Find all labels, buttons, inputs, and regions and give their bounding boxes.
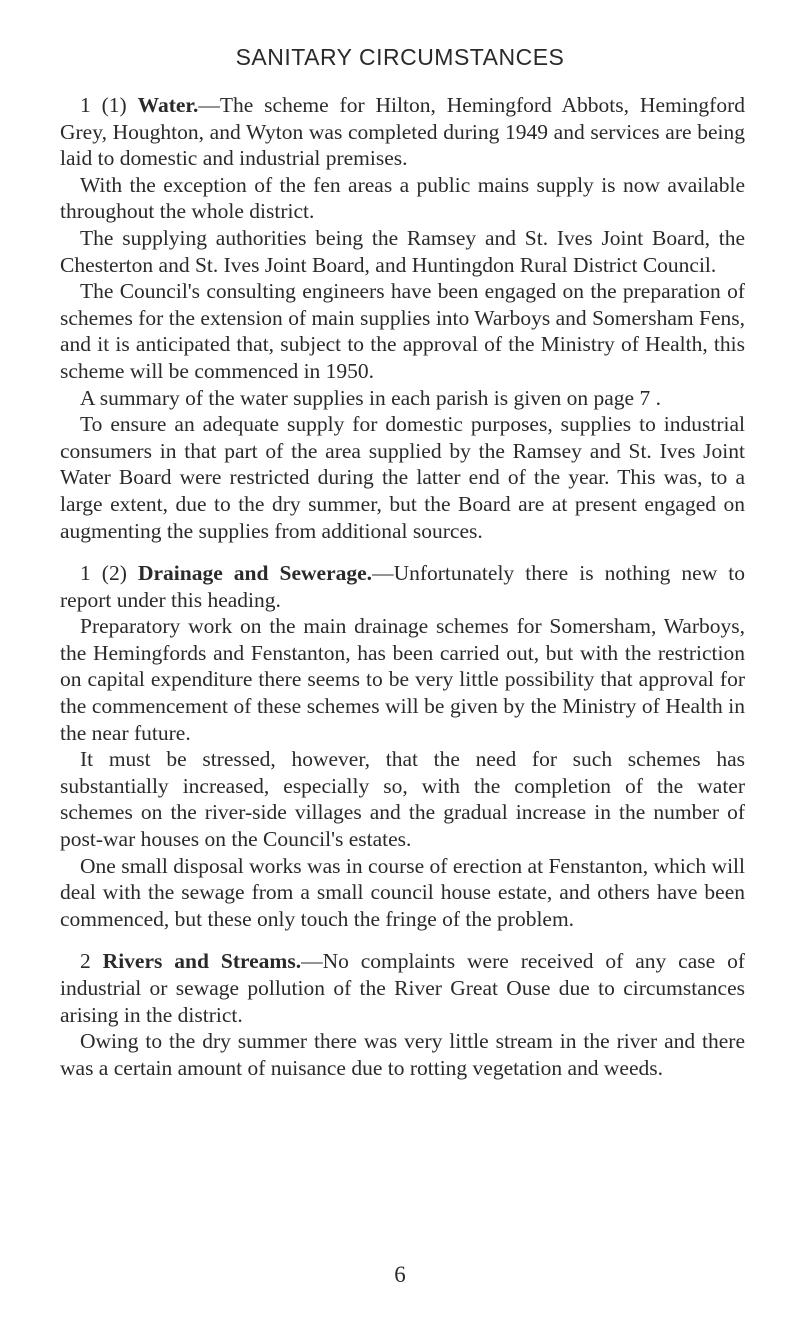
water-section-number: 1 (1) — [80, 93, 127, 117]
water-heading: Water. — [137, 93, 199, 117]
water-paragraph-5: A summary of the water supplies in each parish is given on page 7 . — [80, 385, 661, 410]
drainage-paragraph-4: One small disposal works was in course of erection at Fenstanton, which will deal with the sewage from a small council house estate, and others have been commenced, but these only touch the fringe of the problem. — [60, 853, 745, 931]
water-paragraph-4: The Council's consulting engineers have been engaged on the preparation of schemes for the extension of main supplies into Warboys and Somersham Fens, and it is anticipated that, subject to the approval of the Ministry of Health, this scheme will be commenced in 1950. — [60, 279, 745, 383]
drainage-paragraph-1 — [60, 560, 745, 613]
drainage-paragraph-2: Preparatory work on the main drainage schemes for Somersham, Warboys, the Hemingfords and Fenstanton, has been carried out, but with the restriction on capital expenditure there seems to be very little possibility that approval for the commencement of these schemes will be given by the Ministry of Health in the near future. — [60, 614, 745, 745]
rivers-paragraph-1 — [60, 948, 745, 1028]
drainage-text-1: —Unfortunately there is nothing new to report under this heading. — [60, 561, 745, 612]
rivers-paragraph-2: Owing to the dry summer there was very little stream in the river and there was a certain amount of nuisance due to rotting vegetation and weeds. — [60, 1029, 745, 1080]
water-text-1: —The scheme for Hilton, Hemingford Abbots, Hemingford Grey, Houghton, and Wyton was completed during 1949 and services are being laid to domestic and industrial premises. — [60, 93, 745, 171]
page-number: 6 — [394, 1262, 406, 1287]
rivers-heading: Rivers and Streams. — [102, 949, 302, 974]
drainage-section-number: 1 (2) — [80, 561, 127, 586]
water-paragraph-6: To ensure an adequate supply for domestic purposes, supplies to industrial consumers in that part of the area supplied by the Ramsey and St. Ives Joint Water Board were restricted during the latter end of the year. This was, to a large extent, due to the dry summer, but the Board are at present engaged on augmenting the supplies from additional sources. — [60, 412, 745, 543]
document-body — [60, 92, 745, 1081]
rivers-section-number: 2 — [80, 949, 91, 974]
water-paragraph-3: The supplying authorities being the Ramsey and St. Ives Joint Board, the Chesterton and St. Ives Joint Board, and Huntingdon Rural District Council. — [60, 225, 745, 277]
water-paragraph-2: With the exception of the fen areas a public mains supply is now available throughout the whole district. — [60, 172, 745, 224]
page-title: SANITARY CIRCUMSTANCES — [235, 44, 565, 70]
drainage-paragraph-3: It must be stressed, however, that the need for such schemes has substantially increased, especially so, with the completion of the water schemes on the river-side villages and the gradual increase in the number of post-war houses on the Council's estates. — [60, 747, 745, 852]
rivers-text-1: —No complaints were received of any case of industrial or sewage pollution of the River Great Ouse due to circumstances arising in the district. — [60, 949, 745, 1027]
drainage-heading: Drainage and Sewerage. — [137, 561, 373, 586]
water-paragraph-1 — [60, 92, 745, 172]
